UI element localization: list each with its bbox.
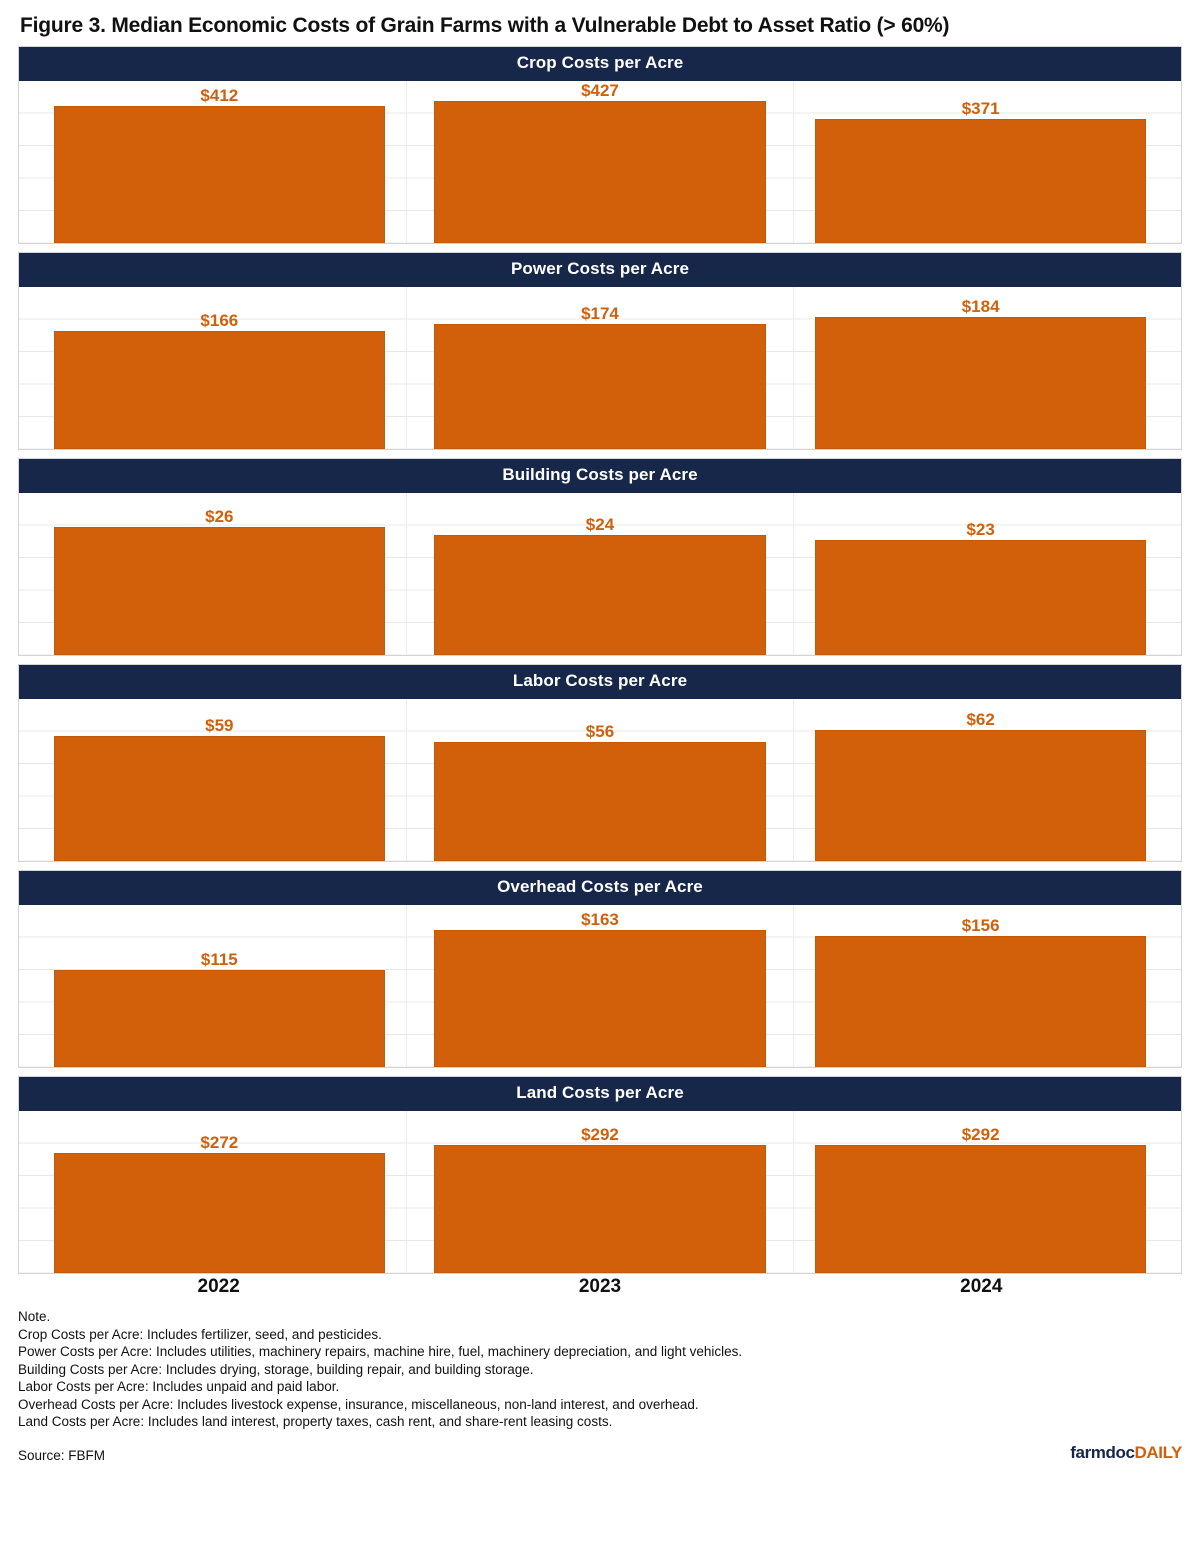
chart-panel-land-costs [18, 1076, 1182, 1274]
panel-title: Crop Costs per Acre [19, 47, 1181, 80]
bar-item [815, 905, 1146, 1067]
panel-title: Power Costs per Acre [19, 253, 1181, 286]
panel-title: Building Costs per Acre [19, 459, 1181, 492]
bar-value-label: $163 [581, 910, 619, 929]
farmdoc-daily-logo [1070, 1443, 1182, 1463]
x-tick-2022: 2022 [197, 1276, 240, 1297]
plot-area [19, 492, 1181, 655]
bar-2023[interactable] [434, 535, 765, 655]
bar-value-label: $26 [205, 507, 234, 526]
source-text: Source: FBFM [18, 1447, 106, 1463]
bar-item [815, 1111, 1146, 1273]
bar-value-label: $427 [581, 81, 619, 100]
x-tick-2024: 2024 [960, 1276, 1003, 1297]
bar-2024[interactable] [815, 119, 1146, 243]
bar-item [434, 699, 765, 861]
notes-heading: Note. [18, 1309, 51, 1324]
bar-2023[interactable] [434, 930, 765, 1067]
chart-panel-building-costs [18, 458, 1182, 656]
notes-block [18, 1308, 1182, 1431]
bar-value-label: $174 [581, 304, 619, 323]
bar-item [815, 81, 1146, 243]
plot-area [19, 286, 1181, 449]
note-line-land: Land Costs per Acre: Includes land interest, property taxes, cash rent, and share-rent leasing costs. [18, 1414, 613, 1429]
plot-area [19, 80, 1181, 243]
bar-item [434, 493, 765, 655]
brand-secondary-text: DAILY [1134, 1442, 1182, 1462]
brand-primary-text: farmdoc [1070, 1442, 1135, 1462]
bar-2022[interactable] [54, 736, 385, 861]
bar-group [19, 905, 1181, 1067]
plot-area [19, 904, 1181, 1067]
panel-title: Overhead Costs per Acre [19, 871, 1181, 904]
bar-value-label: $184 [961, 297, 1000, 316]
note-line-crop: Crop Costs per Acre: Includes fertilizer, seed, and pesticides. [18, 1326, 382, 1342]
bar-group [19, 493, 1181, 655]
panel-title: Land Costs per Acre [19, 1077, 1181, 1110]
plot-area [19, 698, 1181, 861]
panel-title: Labor Costs per Acre [19, 665, 1181, 698]
note-line-labor: Labor Costs per Acre: Includes unpaid and paid labor. [18, 1379, 340, 1394]
bar-group [19, 287, 1181, 449]
bar-item [434, 1111, 765, 1273]
plot-area [19, 1110, 1181, 1273]
bar-item [54, 81, 385, 243]
bar-2023[interactable] [434, 1145, 765, 1273]
bar-item [54, 699, 385, 861]
bar-2023[interactable] [434, 101, 765, 243]
chart-panel-power-costs [18, 252, 1182, 450]
chart-panel-crop-costs [18, 46, 1182, 244]
bar-2023[interactable] [434, 742, 765, 861]
bar-value-label: $371 [961, 99, 1000, 118]
chart-panel-labor-costs [18, 664, 1182, 862]
bar-value-label: $272 [200, 1133, 239, 1152]
bar-item [434, 287, 765, 449]
bar-item [815, 699, 1146, 861]
bar-value-label: $156 [961, 916, 1000, 935]
figure-footer [18, 1443, 1182, 1463]
bar-2024[interactable] [815, 1145, 1146, 1273]
bar-2024[interactable] [815, 540, 1146, 655]
bar-value-label: $56 [585, 722, 615, 741]
bar-item [54, 287, 385, 449]
chart-panel-overhead-costs [18, 870, 1182, 1068]
bar-item [54, 493, 385, 655]
bar-value-label: $166 [200, 311, 239, 330]
bar-item [434, 905, 765, 1067]
bar-2024[interactable] [815, 317, 1146, 449]
bar-item [815, 493, 1146, 655]
bar-2022[interactable] [54, 527, 385, 655]
bar-group [19, 699, 1181, 861]
bar-group [19, 81, 1181, 243]
bar-value-label: $292 [961, 1125, 1000, 1144]
page-title: Figure 3. Median Economic Costs of Grain Farms with a Vulnerable Debt to Asset Ratio (> 60%) [20, 14, 950, 37]
bar-item [54, 905, 385, 1067]
panel-list [18, 46, 1182, 1274]
bar-value-label: $412 [200, 86, 239, 105]
bar-value-label: $24 [585, 515, 615, 534]
bar-2022[interactable] [54, 106, 385, 243]
bar-2022[interactable] [54, 970, 385, 1067]
bar-2024[interactable] [815, 936, 1146, 1067]
bar-2022[interactable] [54, 331, 385, 449]
x-axis [18, 1276, 1182, 1298]
bar-value-label: $59 [205, 716, 234, 735]
bar-value-label: $23 [966, 520, 995, 539]
bar-group [19, 1111, 1181, 1273]
x-tick-2023: 2023 [578, 1276, 622, 1297]
bar-2022[interactable] [54, 1153, 385, 1273]
bar-2024[interactable] [815, 730, 1146, 861]
bar-value-label: $292 [581, 1125, 619, 1144]
bar-item [54, 1111, 385, 1273]
note-line-overhead: Overhead Costs per Acre: Includes livestock expense, insurance, miscellaneous, non-land interest, and overhead. [18, 1396, 699, 1412]
bar-value-label: $62 [966, 710, 995, 729]
bar-2023[interactable] [434, 324, 765, 449]
bar-value-label: $115 [200, 950, 238, 969]
bar-item [434, 81, 765, 243]
note-line-building: Building Costs per Acre: Includes drying, storage, building repair, and building storage. [18, 1361, 534, 1377]
note-line-power: Power Costs per Acre: Includes utilities, machinery repairs, machine hire, fuel, machinery depreciation, and light vehicles. [18, 1344, 743, 1359]
bar-item [815, 287, 1146, 449]
